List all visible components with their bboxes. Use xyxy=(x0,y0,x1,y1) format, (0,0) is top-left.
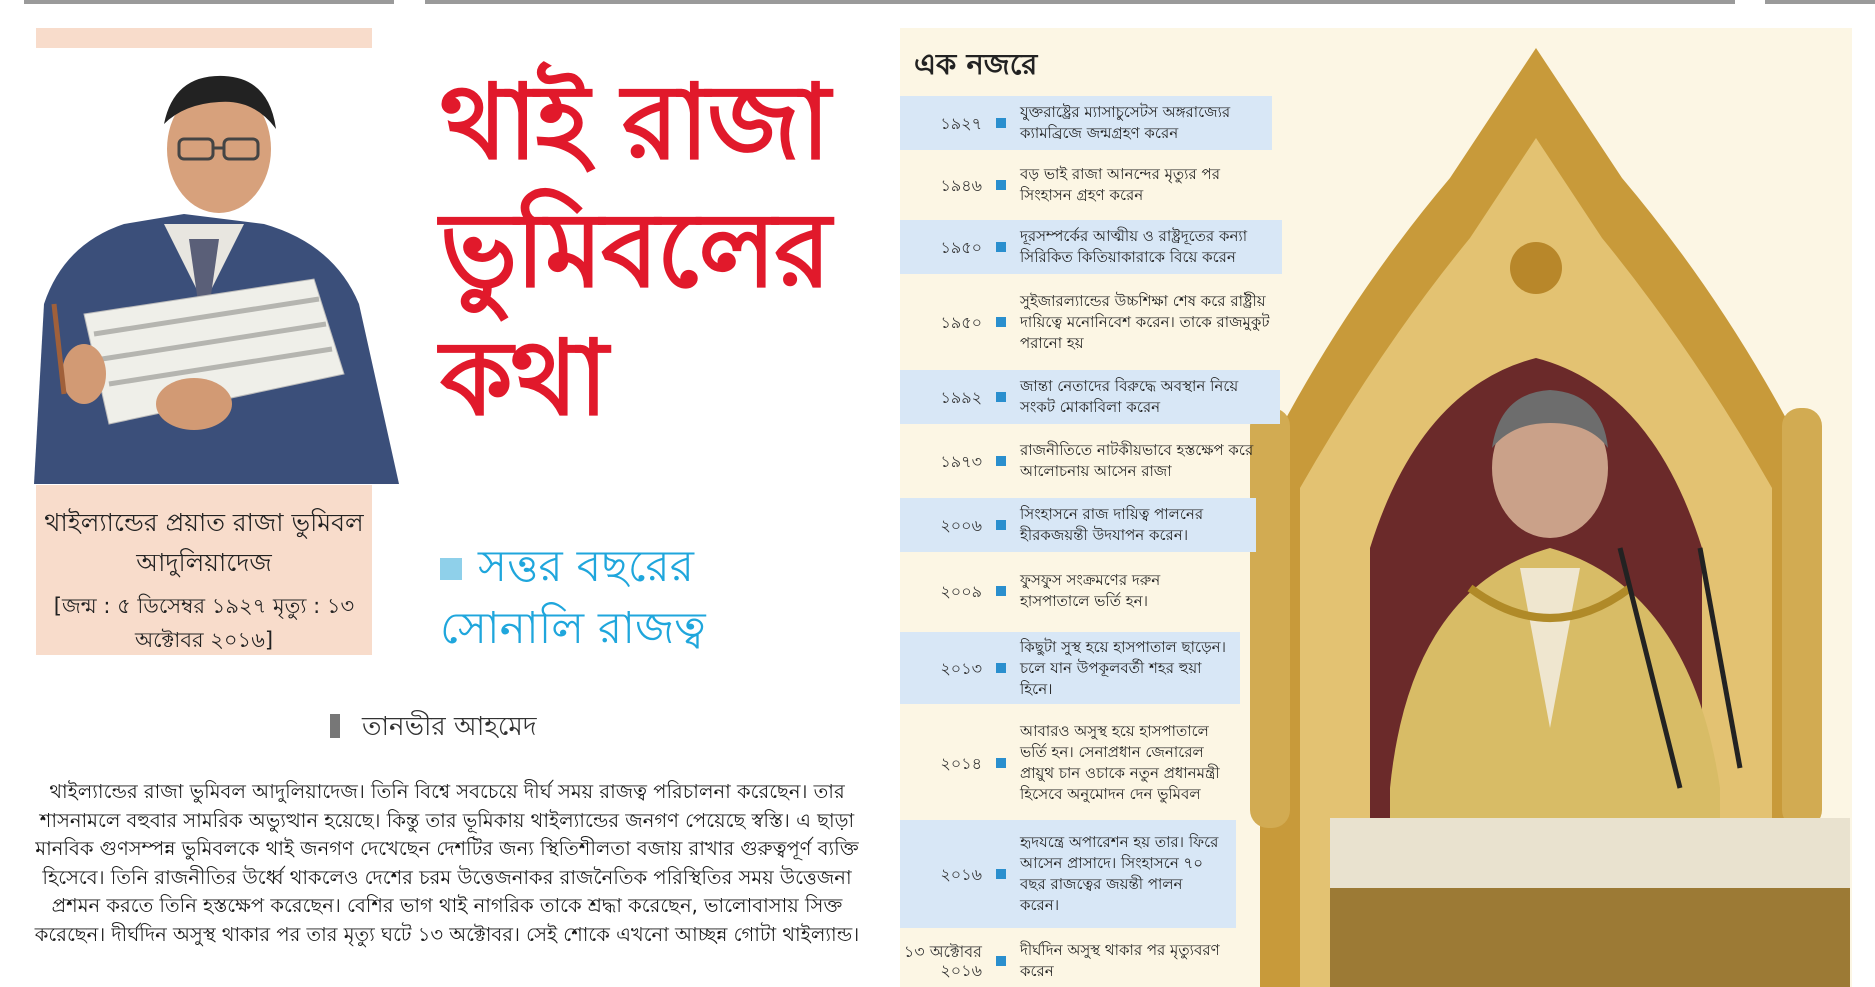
timeline-text: দূরসম্পর্কের আত্মীয় ও রাষ্ট্রদূতের কন্যা সিরিকিত কিতিয়াকারাকে বিয়ে করেন xyxy=(1020,227,1248,266)
timeline-text: দীর্ঘদিন অসুস্থ থাকার পর মৃত্যুবরণ করেন xyxy=(1020,941,1220,980)
timeline-marker-icon xyxy=(996,392,1006,402)
timeline-row-2016 xyxy=(900,820,1236,928)
timeline-text: বড় ভাই রাজা আনন্দের মৃত্যুর পর সিংহাসন গ্রহণ করেন xyxy=(1020,165,1220,204)
timeline-marker-icon xyxy=(996,242,1006,252)
timeline-marker-icon xyxy=(996,758,1006,768)
timeline-marker-icon xyxy=(996,956,1006,966)
timeline-row-1992 xyxy=(900,370,1280,424)
timeline-text: রাজনীতিতে নাটকীয়ভাবে হস্তক্ষেপ করে আলোচনায় আসেন রাজা xyxy=(1020,441,1254,480)
timeline-year: ১৯৭৩ xyxy=(940,451,982,471)
author-name: তানভীর আহমেদ xyxy=(362,712,537,742)
timeline-year: ১৯৫০ xyxy=(940,237,982,257)
timeline-year: ২০১৬ xyxy=(940,864,982,884)
timeline-row-2009 xyxy=(900,564,1256,618)
headline xyxy=(440,58,870,442)
timeline-text: যুক্তরাষ্ট্রের ম্যাসাচুসেটস অঙ্গরাজ্যের ক্যামব্রিজে জন্মগ্রহণ করেন xyxy=(1020,103,1231,142)
timeline-text: ফুসফুস সংক্রমণের দরুন হাসপাতালে ভর্তি হন। xyxy=(1020,571,1161,610)
subheadline xyxy=(440,536,840,660)
timeline-year: ২০০৬ xyxy=(940,515,982,535)
timeline-marker-icon xyxy=(996,456,1006,466)
headline-line-2: ভুমিবলের xyxy=(440,189,830,311)
timeline-year: ২০১৩ xyxy=(940,658,982,678)
timeline-row-1946 xyxy=(900,158,1272,212)
timeline-marker-icon xyxy=(996,663,1006,673)
timeline-row-1973 xyxy=(900,434,1272,488)
timeline-text: জান্তা নেতাদের বিরুদ্ধে অবস্থান নিয়ে সংকট মোকাবিলা করেন xyxy=(1020,377,1239,416)
subhead-line-1: সত্তর বছরের xyxy=(478,541,694,592)
timeline-row-1950-crown xyxy=(900,282,1320,362)
photo-caption xyxy=(36,485,372,655)
timeline-year: ১৩ অক্টোবর ২০১৬ xyxy=(903,942,982,980)
subhead-line-2: সোনালি রাজত্ব xyxy=(440,603,706,654)
timeline-marker-icon xyxy=(996,180,1006,190)
top-rule-right xyxy=(1765,0,1875,4)
timeline-text: সিংহাসনে রাজ দায়িত্ব পালনের হীরকজয়ন্তী উদযাপন করেন। xyxy=(1020,505,1204,544)
caption-name: থাইল্যান্ডের প্রয়াত রাজা ভুমিবল আদুলিয়াদেজ xyxy=(44,508,364,577)
byline xyxy=(330,706,536,750)
timeline-row-2006 xyxy=(900,498,1256,552)
timeline-row-2014 xyxy=(900,712,1272,814)
at-a-glance-panel xyxy=(900,28,1852,987)
headline-line-3: কথা xyxy=(440,317,607,439)
timeline-row-1950-marriage xyxy=(900,220,1282,274)
timeline-marker-icon xyxy=(996,118,1006,128)
timeline-row-2016-death xyxy=(900,934,1240,987)
caption-dates: [জন্ম : ৫ ডিসেম্বর ১৯২৭ মৃত্যু : ১৩ অক্টোবর ২০১৬] xyxy=(53,594,355,652)
timeline-row-1927 xyxy=(900,96,1272,150)
timeline-year: ১৯২৭ xyxy=(940,113,982,133)
timeline-year: ২০০৯ xyxy=(940,581,982,601)
king-on-throne-photo xyxy=(1220,28,1852,987)
timeline-text: আবারও অসুস্থ হয়ে হাসপাতালে ভর্তি হন। সেনাপ্রধান জেনারেল প্রায়ুথ চান ওচাকে নতুন প্রধানমন্ত্রী হিসেবে অনুমোদন দেন ভুমিবল xyxy=(1020,722,1220,803)
top-rule-left xyxy=(24,0,394,4)
timeline-year: ১৯৯২ xyxy=(940,387,982,407)
byline-bar-icon xyxy=(330,714,340,738)
timeline-year: ১৯৪৬ xyxy=(940,175,982,195)
timeline-text: কিছুটা সুস্থ হয়ে হাসপাতাল ছাড়েন। চলে যান উপকূলবর্তী শহর হুয়া হিনে। xyxy=(1020,637,1226,698)
timeline-year: ২০১৪ xyxy=(940,753,982,773)
timeline-marker-icon xyxy=(996,317,1006,327)
article-body: থাইল্যান্ডের রাজা ভুমিবল আদুলিয়াদেজ। তিনি বিশ্বে সবচেয়ে দীর্ঘ সময় রাজত্ব পরিচালনা করেছেন। তার শাসনামলে বহুবার সামরিক অভ্যুত্থান হয়েছে। কিন্তু তার ভূমিকায় থাইল্যান্ডের জনগণ পেয়েছে স্বস্তি। এ ছাড়া মানবিক গুণসম্পন্ন ভুমিবলকে থাই জনগণ দেখেছেন দেশটির জন্য স্থিতিশীলতা বজায় রাখার গুরুত্বপূর্ণ ব্যক্তি হিসেবে। তিনি রাজনীতির উর্ধ্বে থাকলেও দেশের চরম উত্তেজনাকর রাজনৈতিক পরিস্থিতির সময় উত্তেজনা প্রশমন করতে তিনি হস্তক্ষেপ করেছেন। বেশির ভাগ থাই নাগরিক তাকে শ্রদ্ধা করেছেন, ভালোবাসায় সিক্ত করেছেন। দীর্ঘদিন অসুস্থ থাকার পর তার মৃত্যু ঘটে ১৩ অক্টোবর। সেই শোকে এখনো আচ্ছন্ন গোটা থাইল্যান্ড। xyxy=(34,780,860,946)
timeline-marker-icon xyxy=(996,869,1006,879)
timeline-year: ১৯৫০ xyxy=(940,312,982,332)
square-bullet-icon xyxy=(440,558,462,580)
panel-title: এক নজরে xyxy=(914,47,1038,81)
king-portrait-photo xyxy=(14,44,404,484)
timeline-row-2013 xyxy=(900,632,1240,704)
top-rule-center xyxy=(425,0,1735,4)
timeline-marker-icon xyxy=(996,586,1006,596)
timeline-text: হৃদযন্ত্রে অপারেশন হয় তার। ফিরে আসেন প্রাসাদে। সিংহাসনে ৭০ বছর রাজত্বের জয়ন্তী পালন করেন। xyxy=(1020,833,1219,914)
timeline-text: সুইজারল্যান্ডের উচ্চশিক্ষা শেষ করে রাষ্ট্রীয় দায়িত্বে মনোনিবেশ করেন। তাকে রাজমুকুট পরানো হয় xyxy=(1020,291,1270,352)
timeline-marker-icon xyxy=(996,520,1006,530)
headline-line-1: থাই রাজা xyxy=(440,61,829,183)
